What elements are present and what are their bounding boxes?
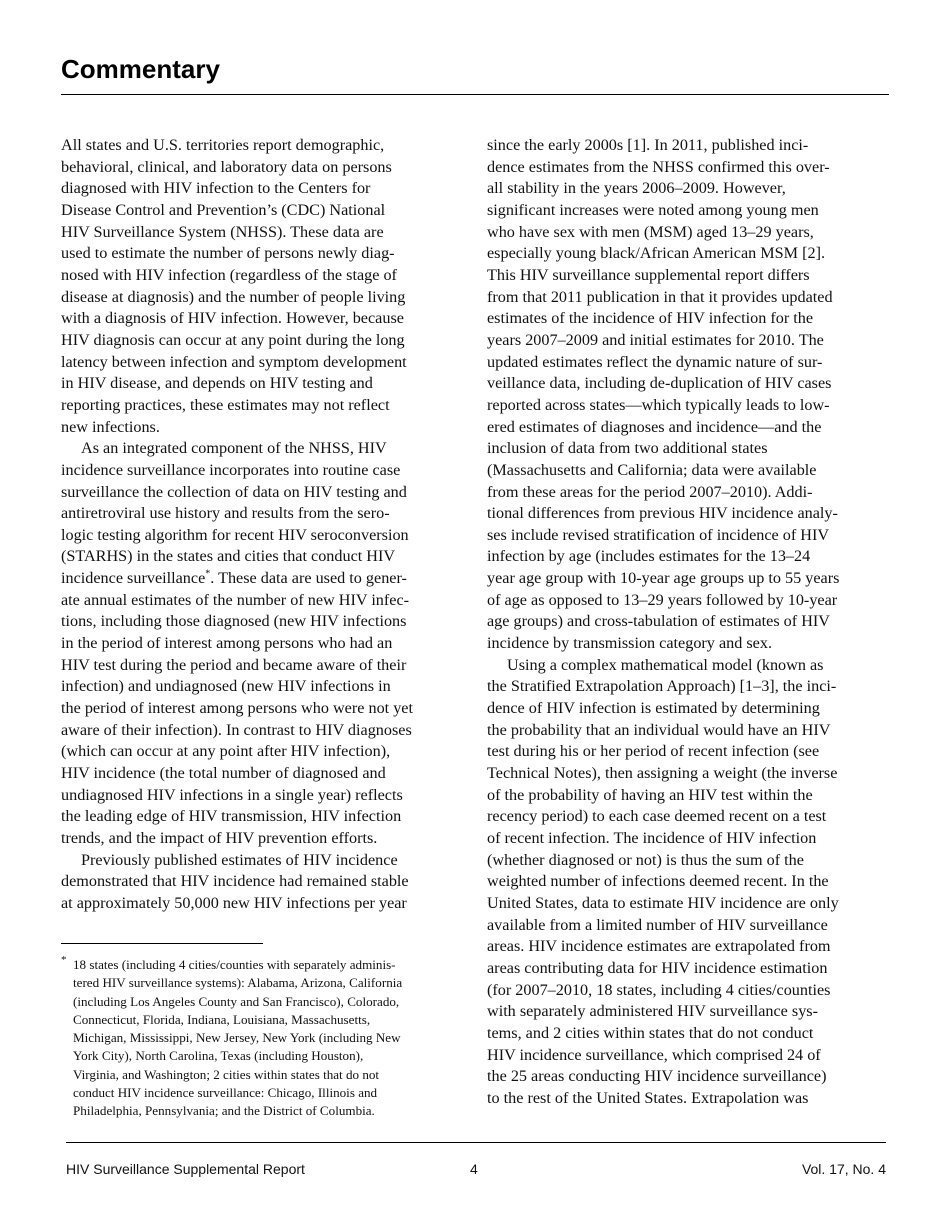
footer-rule bbox=[66, 1142, 886, 1143]
body-line: weighted number of infections deemed recent. In the bbox=[487, 872, 829, 891]
body-line: surveillance the collection of data on HIV testing and bbox=[61, 482, 407, 501]
page-number: 4 bbox=[470, 1161, 478, 1177]
heading-rule bbox=[61, 94, 889, 95]
body-line: Disease Control and Prevention’s (CDC) National bbox=[61, 200, 386, 219]
body-line: estimates of the incidence of HIV infection for the bbox=[487, 309, 814, 328]
body-line: HIV test during the period and became aware of their bbox=[61, 655, 407, 674]
body-line: Using a complex mathematical model (known as bbox=[507, 655, 824, 674]
body-line: ered estimates of diagnoses and incidence—and the bbox=[487, 417, 822, 436]
body-line: tional differences from previous HIV incidence analy- bbox=[487, 504, 838, 523]
body-line: HIV diagnosis can occur at any point during the long bbox=[61, 330, 405, 349]
body-line: As an integrated component of the NHSS, HIV bbox=[81, 439, 387, 458]
footnote-line: York City), North Carolina, Texas (including Houston), bbox=[73, 1048, 364, 1064]
body-line: years 2007–2009 and initial estimates for 2010. The bbox=[487, 330, 824, 349]
body-line: of the probability of having an HIV test within the bbox=[487, 785, 813, 804]
body-line: incidence surveillance incorporates into routine case bbox=[61, 460, 401, 479]
body-line: (STARHS) in the states and cities that conduct HIV bbox=[61, 547, 396, 566]
footnote-line: Connecticut, Florida, Indiana, Louisiana, Massachusetts, bbox=[73, 1011, 371, 1027]
right-column bbox=[487, 135, 891, 1110]
body-line: aware of their infection). In contrast to HIV diagnoses bbox=[61, 720, 412, 739]
footnote-rule bbox=[61, 943, 263, 944]
body-line: the leading edge of HIV transmission, HIV infection bbox=[61, 807, 402, 826]
body-line: This HIV surveillance supplemental report differs bbox=[487, 265, 810, 284]
body-line: recency period) to each case deemed recent on a test bbox=[487, 807, 827, 826]
body-line: who have sex with men (MSM) aged 13–29 years, bbox=[487, 222, 814, 241]
body-line: with a diagnosis of HIV infection. However, because bbox=[61, 309, 404, 328]
body-line: in the period of interest among persons who had an bbox=[61, 634, 393, 653]
body-line: latency between infection and symptom development bbox=[61, 352, 407, 371]
body-line: United States, data to estimate HIV incidence are only bbox=[487, 893, 839, 912]
body-line: of recent infection. The incidence of HIV infection bbox=[487, 829, 817, 847]
body-line: updated estimates reflect the dynamic nature of sur- bbox=[487, 352, 823, 371]
body-line: undiagnosed HIV infections in a single year) reflects bbox=[61, 785, 403, 804]
page-heading: Commentary bbox=[61, 54, 220, 84]
body-line: at approximately 50,000 new HIV infections per year bbox=[61, 893, 407, 912]
body-line: (Massachusetts and California; data were available bbox=[487, 460, 817, 479]
body-line: year age group with 10-year age groups up to 55 years bbox=[487, 569, 840, 588]
body-line: HIV incidence (the total number of diagnosed and bbox=[61, 764, 386, 783]
body-line: Technical Notes), then assigning a weight (the inverse bbox=[487, 764, 838, 783]
footnote-line: Philadelphia, Pennsylvania; and the District of Columbia. bbox=[73, 1103, 375, 1119]
body-line: tions, including those diagnosed (new HIV infections bbox=[61, 612, 407, 631]
body-line: All states and U.S. territories report demographic, bbox=[61, 136, 385, 154]
body-line: used to estimate the number of persons newly diag- bbox=[61, 244, 395, 263]
body-line: test during his or her period of recent infection (see bbox=[487, 742, 820, 761]
body-line: disease at diagnosis) and the number of people living bbox=[61, 287, 406, 306]
body-line: all stability in the years 2006–2009. However, bbox=[487, 179, 786, 198]
footnote-line: Michigan, Mississippi, New Jersey, New York (including New bbox=[73, 1030, 401, 1046]
body-text: . These data are used to gener- bbox=[210, 569, 407, 588]
body-line: incidence by transmission category and sex. bbox=[487, 634, 772, 653]
footnote-line: Virginia, and Washington; 2 cities within states that do not bbox=[73, 1066, 380, 1082]
footnote-marker: * bbox=[61, 954, 67, 966]
body-line: Previously published estimates of HIV incidence bbox=[81, 850, 398, 869]
footnote-line: conduct HIV incidence surveillance: Chicago, Illinois and bbox=[73, 1085, 378, 1101]
body-line: since the early 2000s [1]. In 2011, published inci- bbox=[487, 136, 809, 154]
body-line: (which can occur at any point after HIV infection), bbox=[61, 742, 391, 761]
body-line: ses include revised stratification of incidence of HIV bbox=[487, 525, 830, 544]
body-line: significant increases were noted among young men bbox=[487, 200, 819, 219]
body-line: areas. HIV incidence estimates are extrapolated from bbox=[487, 937, 831, 956]
footnote-line: tered HIV surveillance systems): Alabama, Arizona, California bbox=[73, 975, 403, 991]
body-line: (for 2007–2010, 18 states, including 4 cities/counties bbox=[487, 980, 831, 999]
footnote-line: 18 states (including 4 cities/counties with separately adminis- bbox=[73, 957, 396, 972]
body-text: incidence surveillance bbox=[61, 569, 206, 588]
footnote bbox=[61, 956, 466, 1121]
body-line: to the rest of the United States. Extrapolation was bbox=[487, 1088, 809, 1107]
body-line: dence of HIV infection is estimated by determining bbox=[487, 699, 820, 718]
body-line: the probability that an individual would have an HIV bbox=[487, 720, 831, 739]
body-line: the 25 areas conducting HIV incidence surveillance) bbox=[487, 1067, 827, 1086]
body-line: reporting practices, these estimates may not reflect bbox=[61, 395, 390, 414]
body-line: the Stratified Extrapolation Approach) [1–3], the inci- bbox=[487, 677, 837, 696]
body-line: available from a limited number of HIV surveillance bbox=[487, 915, 828, 934]
body-line: antiretroviral use history and results from the sero- bbox=[61, 504, 390, 523]
body-line: from that 2011 publication in that it provides updated bbox=[487, 287, 833, 306]
body-line: tems, and 2 cities within states that do not conduct bbox=[487, 1023, 814, 1042]
body-line: areas contributing data for HIV incidence estimation bbox=[487, 958, 828, 977]
body-line: behavioral, clinical, and laboratory data on persons bbox=[61, 157, 392, 176]
left-column bbox=[61, 135, 461, 915]
body-line: veillance data, including de-duplication of HIV cases bbox=[487, 374, 832, 393]
footnote-line: (including Los Angeles County and San Francisco), Colorado, bbox=[73, 993, 400, 1009]
body-line: ate annual estimates of the number of new HIV infec- bbox=[61, 590, 410, 609]
body-line: with separately administered HIV surveillance sys- bbox=[487, 1002, 818, 1021]
body-line: demonstrated that HIV incidence had remained stable bbox=[61, 872, 409, 891]
body-line: in HIV disease, and depends on HIV testing and bbox=[61, 374, 373, 393]
body-line: diagnosed with HIV infection to the Centers for bbox=[61, 179, 371, 198]
body-line: especially young black/African American MSM [2]. bbox=[487, 244, 826, 263]
body-line: infection by age (includes estimates for the 13–24 bbox=[487, 547, 811, 566]
body-line: trends, and the impact of HIV prevention efforts. bbox=[61, 829, 378, 847]
body-line: logic testing algorithm for recent HIV seroconversion bbox=[61, 525, 409, 544]
body-line: from these areas for the period 2007–2010). Addi- bbox=[487, 482, 813, 501]
body-line: of age as opposed to 13–29 years followed by 10-year bbox=[487, 590, 838, 609]
body-line: HIV Surveillance System (NHSS). These data are bbox=[61, 222, 384, 241]
body-line: reported across states—which typically leads to low- bbox=[487, 395, 830, 414]
footer-volume: Vol. 17, No. 4 bbox=[801, 1161, 886, 1177]
footer-report-title: HIV Surveillance Supplemental Report bbox=[66, 1161, 305, 1177]
footnote-reference: * bbox=[205, 568, 211, 580]
body-line: the period of interest among persons who were not yet bbox=[61, 699, 413, 718]
body-line: (whether diagnosed or not) is thus the sum of the bbox=[487, 850, 804, 869]
body-line: new infections. bbox=[61, 417, 160, 436]
body-line: infection) and undiagnosed (new HIV infections in bbox=[61, 677, 391, 696]
body-line bbox=[61, 568, 461, 590]
body-line: HIV incidence surveillance, which comprised 24 of bbox=[487, 1045, 821, 1064]
body-line: nosed with HIV infection (regardless of the stage of bbox=[61, 265, 397, 284]
body-line: dence estimates from the NHSS confirmed this over- bbox=[487, 157, 830, 176]
body-line: age groups) and cross-tabulation of estimates of HIV bbox=[487, 612, 830, 631]
body-line: inclusion of data from two additional states bbox=[487, 439, 768, 458]
